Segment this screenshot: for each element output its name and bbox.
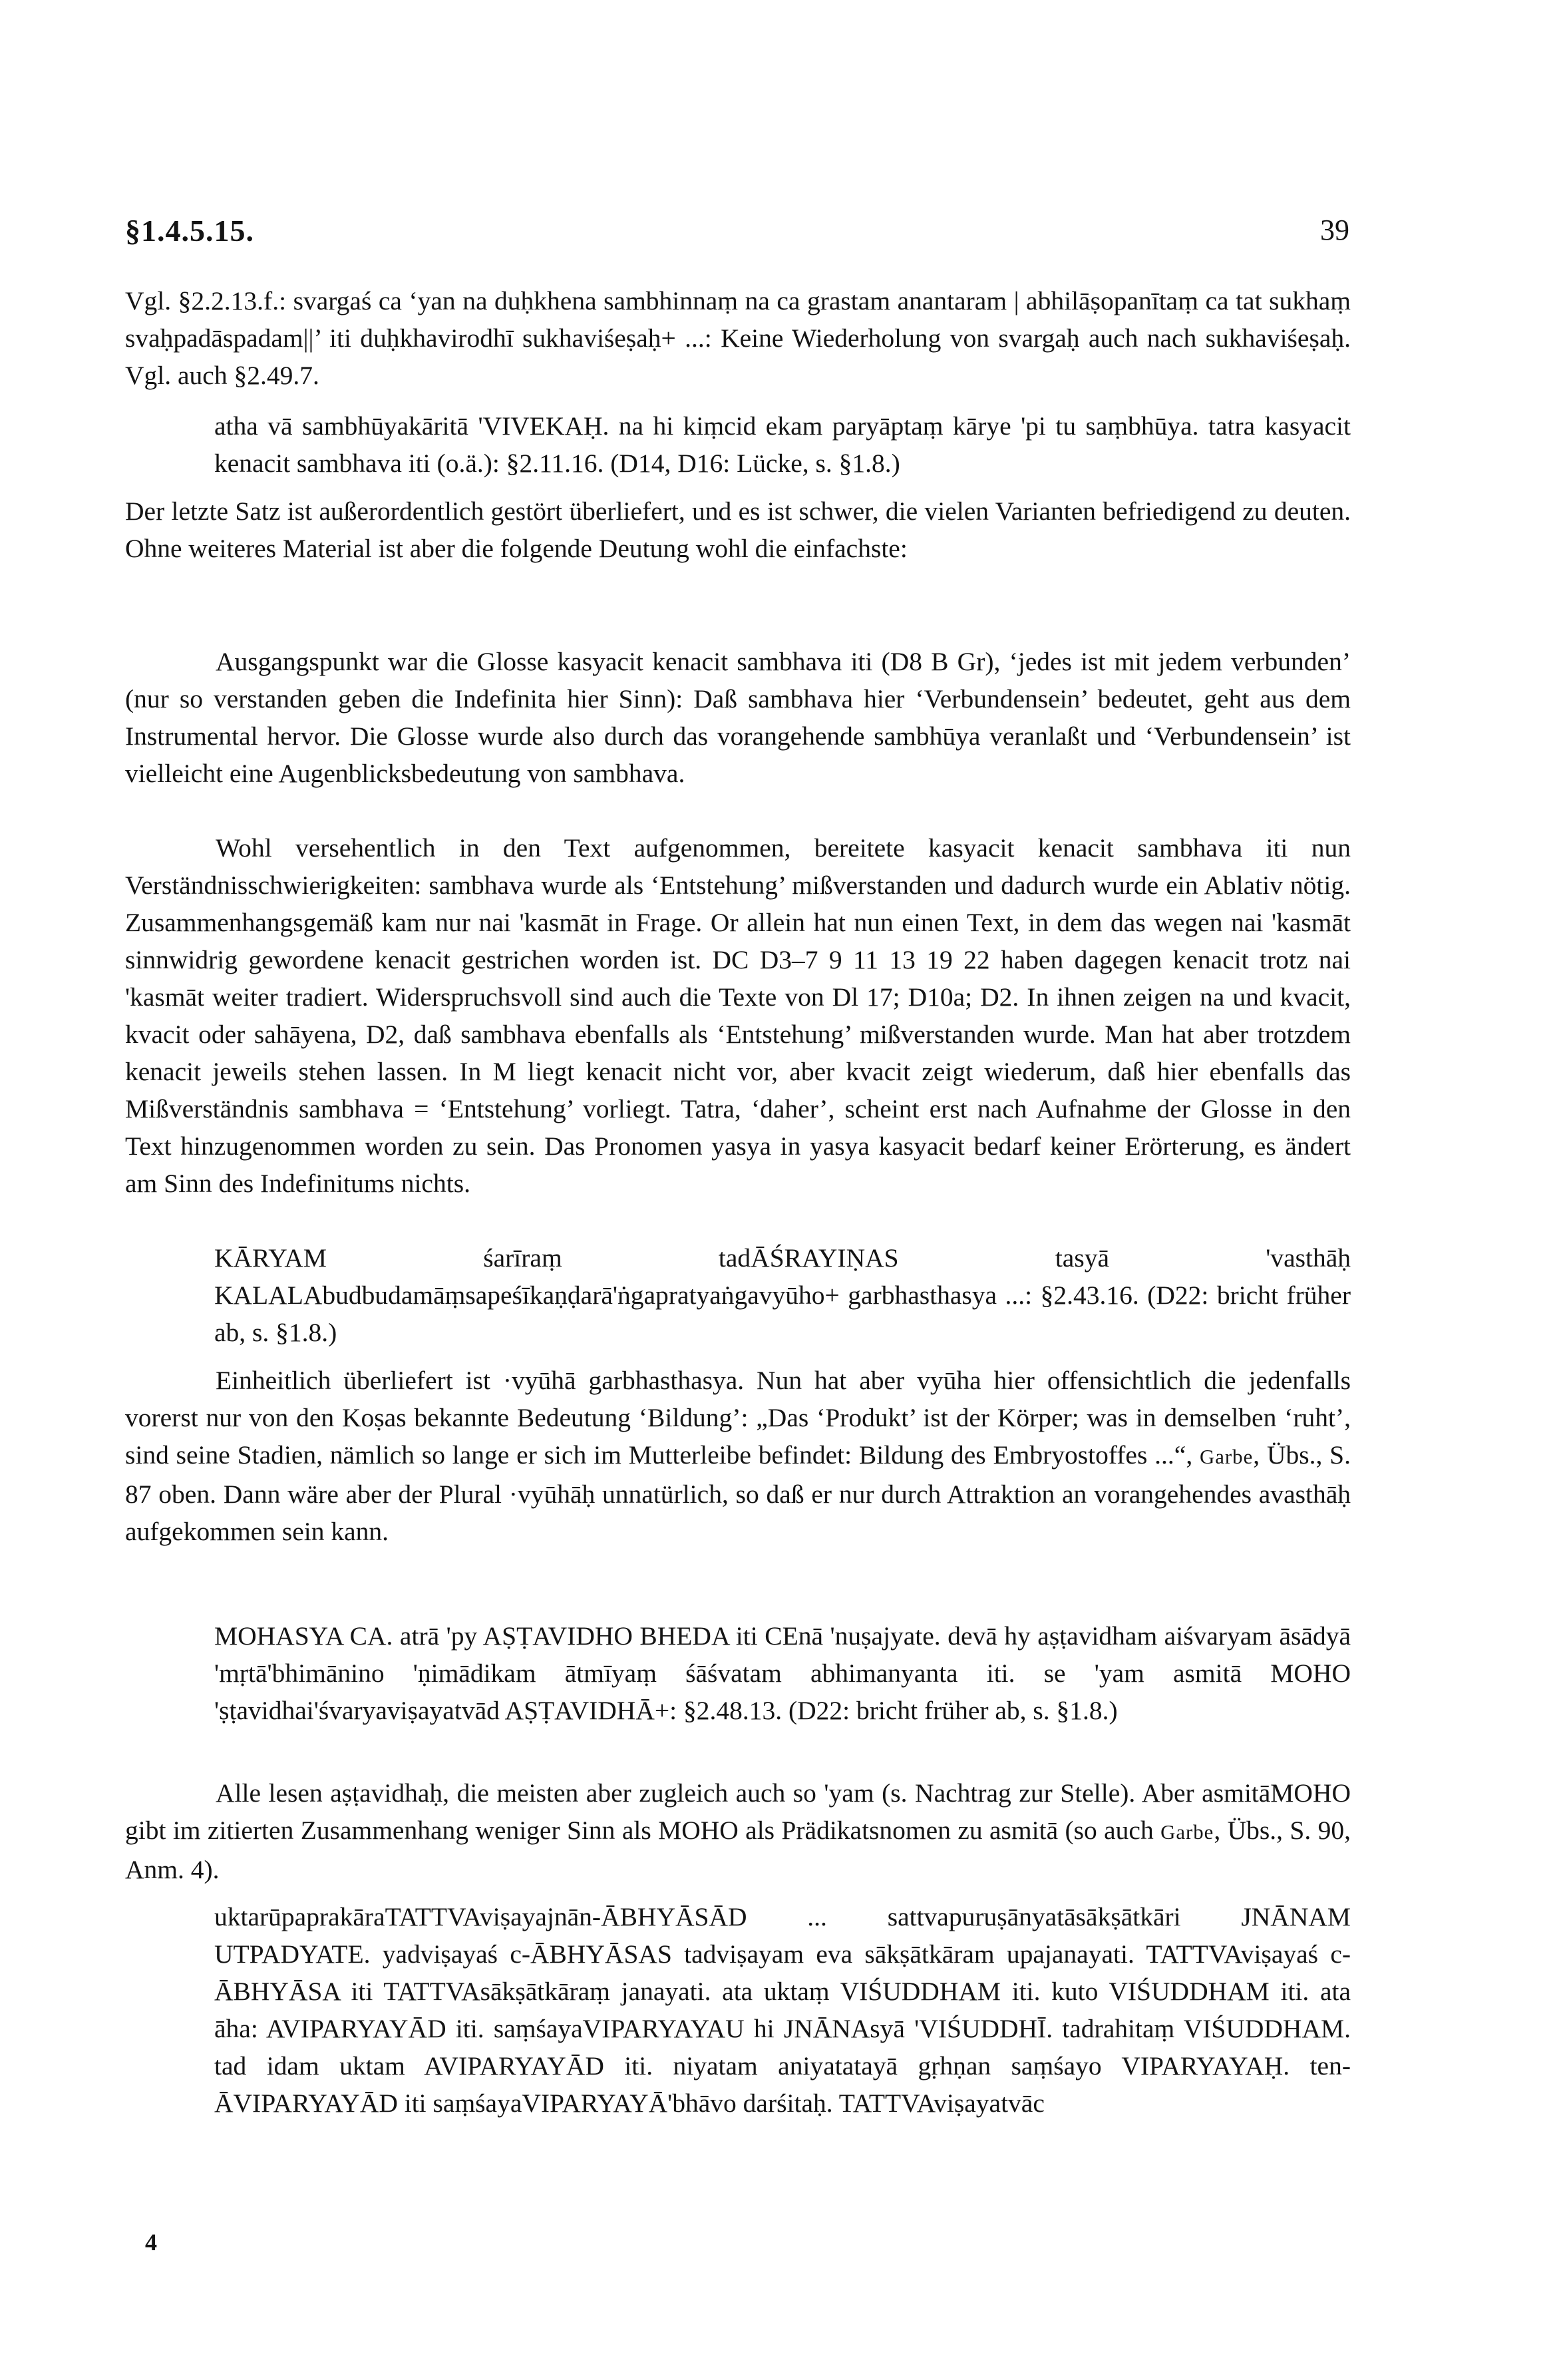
section-number: §1.4.5.15. bbox=[125, 214, 254, 248]
p9-text-a: Alle lesen aṣṭavidhaḥ, die meisten aber zugleich auch so 'yam (s. Nachtrag zur Stelle). Aber asmitāMOHO gibt im zitierten Zusammenhang weniger Sinn als MOHO als Prädikatsnomen zu asmitā (so auch bbox=[125, 1778, 1351, 1845]
paragraph-ausgangspunkt: Ausgangspunkt war die Glosse kasyacit kenacit sambhava iti (D8 B Gr), ‘jedes ist mit jedem verbunden’ (nur so verstanden geben die Indefinita hier Sinn): Daß sambhava hier ‘Verbundensein’ bedeutet, geht aus dem Instrumental hervor. Die Glosse wurde also durch das vorangehende sambhūya veranlaßt und ‘Verbundensein’ ist vielleicht eine Augenblicksbedeutung von sambhava. bbox=[125, 647, 1351, 788]
sanskrit-quote-karyam: KĀRYAM śarīraṃ tadĀŚRAYIṆAS tasyā 'vasthāḥ KALALAbudbudamāṃsapeśīkaṇḍarā'ṅgapratyaṅgavyūho+ garbhasthasya ...: §2.43.16. (D22: bricht früher ab, s. §1.8.) bbox=[214, 1243, 1351, 1347]
p7-text-b: , Übs., S. 87 oben. Dann wäre aber der Plural ·vyūhāḥ unnatürlich, so daß er nur durch Attraktion an vorangehendes avasthāḥ aufgekommen sein kann. bbox=[125, 1440, 1351, 1546]
paragraph-letzte-satz bbox=[125, 493, 1351, 567]
author-garbe-1: Garbe bbox=[1200, 1446, 1254, 1468]
paragraph-alle-lesen bbox=[125, 1774, 1351, 1888]
paragraph-einheitlich bbox=[125, 1362, 1351, 1550]
running-header bbox=[125, 213, 1349, 266]
paragraph-vgl-reference: Vgl. §2.2.13.f.: svargaś ca ‘yan na duḥkhena sambhinnaṃ na ca grastam anantaram | abhilāṣopanītaṃ ca tat sukhaṃ svaḥpadāspadam||’ iti duḥkhavirodhī sukhaviśeṣaḥ+ ...: Keine Wiederholung von svargaḥ auch nach sukhaviśeṣaḥ. Vgl. auch §2.49.7. bbox=[125, 286, 1351, 390]
p9-text-b: , Übs., S. 90, Anm. 4). bbox=[125, 1816, 1351, 1884]
paragraph-wohl-versehentlich: Wohl versehentlich in den Text aufgenommen, bereitete kasyacit kenacit sambhava iti nun Verständnisschwierigkeiten: sambhava wurde als ‘Entstehung’ mißverstanden und dadurch wurde ein Ablativ nötig. Zusammenhangsgemäß kam nur nai 'kasmāt in Frage. Or allein hat nun einen Text, in dem das wegen nai 'kasmāt sinnwidrig gewordene kenacit gestrichen worden ist. DC D3–7 9 11 13 19 22 haben dagegen kenacit trotz nai 'kasmāt weiter tradiert. Widerspruchsvoll sind auch die Texte von Dl 17; D10a; D2. In ihnen zeigen na und kvacit, kvacit oder sahāyena, D2, daß sambhava ebenfalls als ‘Entstehung’ mißverstanden wurde. Man hat aber trotzdem kenacit jeweils stehen lassen. In M liegt kenacit nicht vor, aber kvacit zeigt wiederum, daß hier ebenfalls das Mißverständnis sambhava = ‘Entstehung’ vorliegt. Tatra, ‘daher’, scheint erst nach Aufnahme der Glosse in den Text hinzugenommen worden zu sein. Das Pronomen yasya in yasya kasyacit bedarf keiner Erörterung, es ändert am Sinn des Indefinitums nichts. bbox=[125, 833, 1351, 1198]
author-garbe-2: Garbe bbox=[1160, 1821, 1214, 1844]
signature-mark: 4 bbox=[145, 2229, 157, 2256]
sanskrit-quote-vivekah: atha vā sambhūyakāritā 'VIVEKAḤ. na hi kiṃcid ekam paryāptaṃ kārye 'pi tu saṃbhūya. tatra kasyacit kenacit sambhava iti (o.ä.): §2.11.16. (D14, D16: Lücke, s. §1.8.) bbox=[214, 411, 1351, 478]
page-number: 39 bbox=[1320, 214, 1349, 246]
sanskrit-quote-uktarupa: uktarūpaprakāraTATTVAviṣayajnān-ĀBHYĀSĀD ... sattvapuruṣānyatāsākṣātkāri JNĀNAM UTPADYATE. yadviṣayaś c-ĀBHYĀSAS tadviṣayam eva sākṣātkāram upajanayati. TATTVAviṣayaś c-ĀBHYĀSA iti TATTVAsākṣātkāraṃ janayati. ata uktaṃ VIŚUDDHAM iti. kuto VIŚUDDHAM iti. ata āha: AVIPARYAYĀD iti. saṃśayaVIPARYAYAU hi JNĀNAsyā 'VIŚUDDHĪ. tadrahitaṃ VIŚUDDHAM. tad idam uktam AVIPARYAYĀD iti. niyatam aniyatatayā gṛhṇan saṃśayo VIPARYAYAḤ. ten-ĀVIPARYAYĀD iti saṃśayaVIPARYAYĀ'bhāvo darśitaḥ. TATTVAviṣayatvāc bbox=[214, 1902, 1351, 2118]
p7-text-a: Einheitlich überliefert ist ·vyūhā garbhasthasya. Nun hat aber vyūha hier offensichtlich die jedenfalls vorerst nur von den Koṣas bekannte Bedeutung ‘Bildung’: „Das ‘Produkt’ ist der Körper; was in demselben ‘ruht’, sind seine Stadien, nämlich so lange er sich im Mutterleibe befindet: Bildung des Embryostoffes ...“, bbox=[125, 1366, 1351, 1470]
sanskrit-quote-mohasya: MOHASYA CA. atrā 'py AṢṬAVIDHO BHEDA iti CEnā 'nuṣajyate. devā hy aṣṭavidham aiśvaryam āsādyā 'mṛtā'bhimānino 'ṇimādikam ātmīyaṃ śāśvatam abhimanyanta iti. se 'yam asmitā MOHO 'ṣṭavidhai'śvaryaviṣayatvād AṢṬAVIDHĀ+: §2.48.13. (D22: bricht früher ab, s. §1.8.) bbox=[214, 1621, 1351, 1725]
paragraph-letzte-satz-text: Der letzte Satz ist außerordentlich gestört überliefert, und es ist schwer, die vielen Varianten befriedigend zu deuten. Ohne weiteres Material ist aber die folgende Deutung wohl die einfachste: bbox=[125, 496, 1351, 563]
